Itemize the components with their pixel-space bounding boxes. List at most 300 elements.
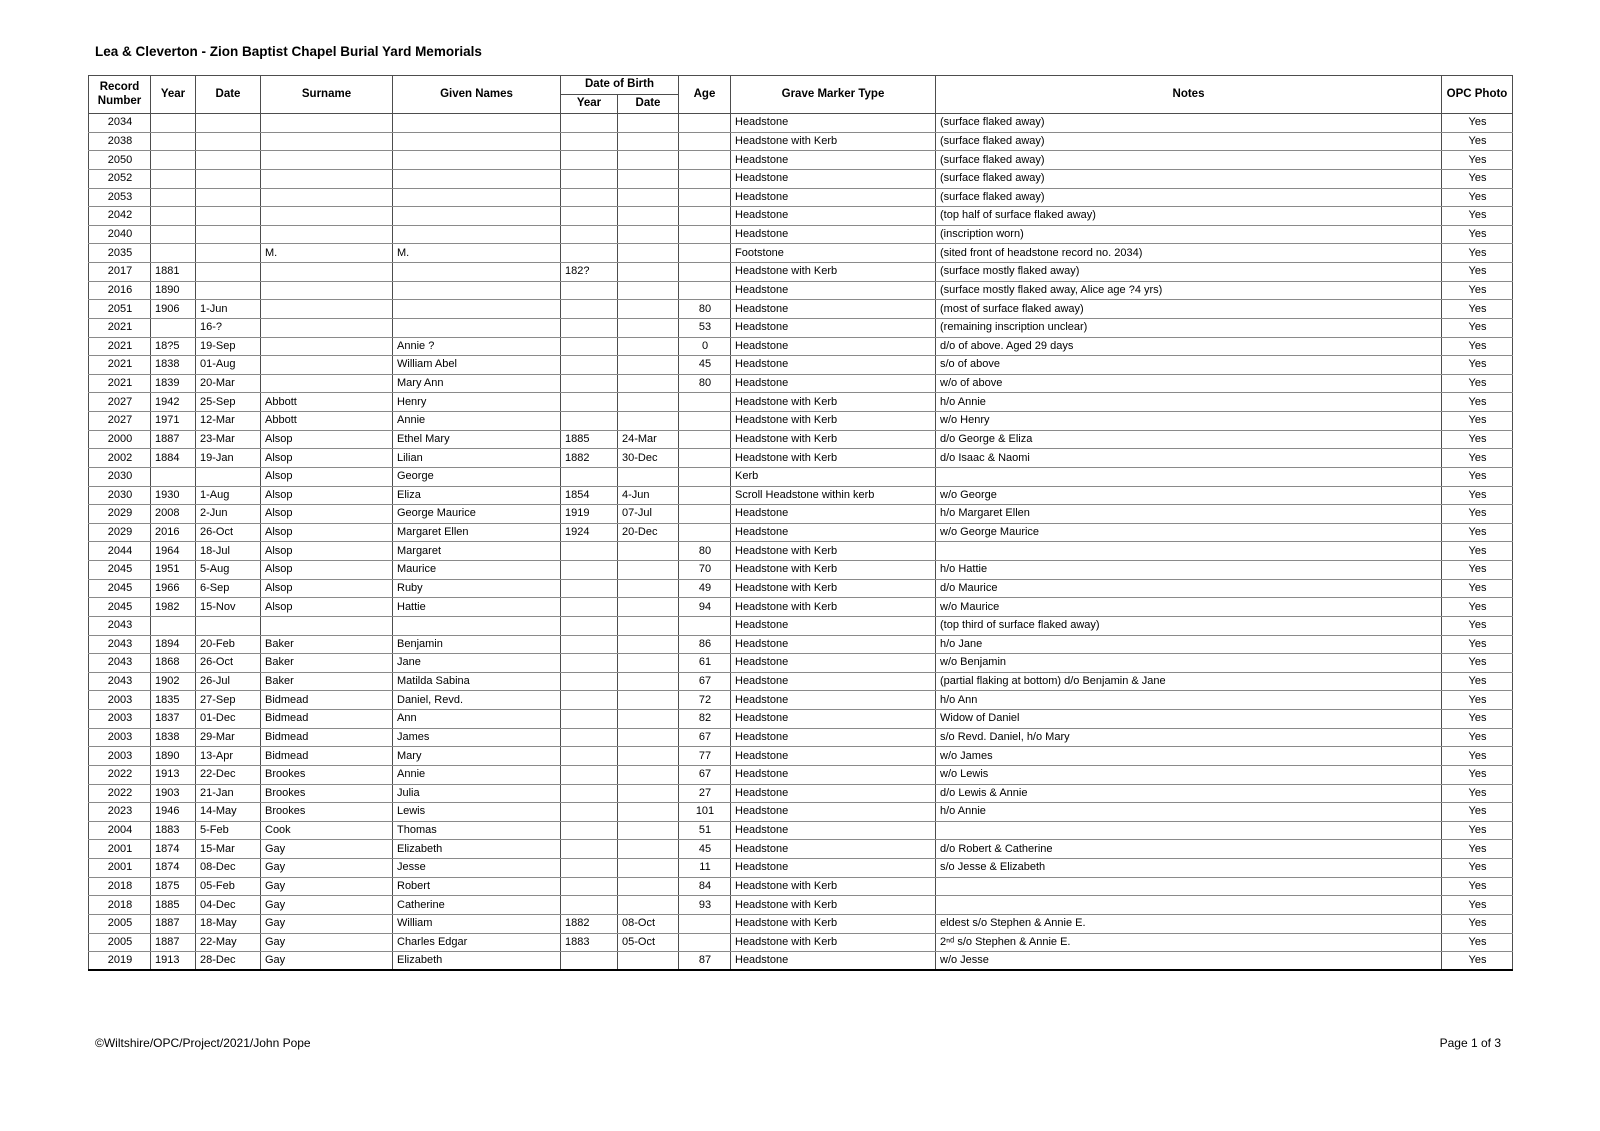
table-row bbox=[89, 952, 1513, 971]
cell-given-names: Benjamin bbox=[393, 635, 561, 654]
table-row bbox=[89, 374, 1513, 393]
cell-notes: (inscription worn) bbox=[936, 225, 1442, 244]
cell-dob-date bbox=[618, 318, 679, 337]
cell-age: 86 bbox=[679, 635, 731, 654]
cell-year: 1942 bbox=[151, 393, 196, 412]
table-row bbox=[89, 114, 1513, 133]
cell-date: 5-Feb bbox=[196, 821, 261, 840]
cell-year: 2008 bbox=[151, 505, 196, 524]
cell-age: 80 bbox=[679, 374, 731, 393]
cell-date: 27-Sep bbox=[196, 691, 261, 710]
cell-opc-photo: Yes bbox=[1442, 635, 1513, 654]
cell-date: 15-Mar bbox=[196, 840, 261, 859]
cell-grave-marker-type: Headstone bbox=[731, 952, 936, 971]
cell-opc-photo: Yes bbox=[1442, 840, 1513, 859]
header-age: Age bbox=[679, 76, 731, 114]
cell-dob-date bbox=[618, 747, 679, 766]
cell-dob-year bbox=[561, 747, 618, 766]
cell-dob-date: 05-Oct bbox=[618, 933, 679, 952]
table-row bbox=[89, 765, 1513, 784]
cell-record-number: 2016 bbox=[89, 281, 151, 300]
cell-date: 01-Aug bbox=[196, 356, 261, 375]
cell-dob-year bbox=[561, 114, 618, 133]
cell-date: 25-Sep bbox=[196, 393, 261, 412]
table-row bbox=[89, 337, 1513, 356]
cell-given-names: James bbox=[393, 728, 561, 747]
cell-date: 26-Oct bbox=[196, 523, 261, 542]
table-row bbox=[89, 914, 1513, 933]
cell-year: 1884 bbox=[151, 449, 196, 468]
cell-notes: (partial flaking at bottom) d/o Benjamin & Jane bbox=[936, 672, 1442, 691]
cell-age: 45 bbox=[679, 840, 731, 859]
cell-notes: eldest s/o Stephen & Annie E. bbox=[936, 914, 1442, 933]
cell-dob-date bbox=[618, 952, 679, 971]
cell-date: 1-Jun bbox=[196, 300, 261, 319]
cell-record-number: 2027 bbox=[89, 412, 151, 431]
cell-opc-photo: Yes bbox=[1442, 598, 1513, 617]
cell-age: 61 bbox=[679, 654, 731, 673]
cell-surname: M. bbox=[261, 244, 393, 263]
cell-surname bbox=[261, 151, 393, 170]
cell-grave-marker-type: Headstone bbox=[731, 616, 936, 635]
cell-opc-photo: Yes bbox=[1442, 691, 1513, 710]
cell-surname bbox=[261, 356, 393, 375]
cell-dob-year bbox=[561, 672, 618, 691]
cell-dob-date bbox=[618, 896, 679, 915]
cell-dob-date bbox=[618, 393, 679, 412]
cell-surname: Gay bbox=[261, 914, 393, 933]
cell-notes: (surface flaked away) bbox=[936, 132, 1442, 151]
cell-dob-year bbox=[561, 840, 618, 859]
table-row bbox=[89, 710, 1513, 729]
cell-dob-year bbox=[561, 635, 618, 654]
cell-age bbox=[679, 244, 731, 263]
cell-year bbox=[151, 151, 196, 170]
cell-date: 19-Sep bbox=[196, 337, 261, 356]
cell-age: 70 bbox=[679, 561, 731, 580]
cell-dob-year: 1883 bbox=[561, 933, 618, 952]
cell-surname: Bidmead bbox=[261, 728, 393, 747]
cell-record-number: 2018 bbox=[89, 896, 151, 915]
cell-opc-photo: Yes bbox=[1442, 579, 1513, 598]
memorials-table bbox=[88, 75, 1513, 971]
cell-grave-marker-type: Headstone bbox=[731, 505, 936, 524]
cell-dob-date bbox=[618, 672, 679, 691]
cell-age bbox=[679, 449, 731, 468]
header-surname: Surname bbox=[261, 76, 393, 114]
cell-grave-marker-type: Headstone bbox=[731, 169, 936, 188]
cell-record-number: 2044 bbox=[89, 542, 151, 561]
cell-surname bbox=[261, 225, 393, 244]
table-row bbox=[89, 430, 1513, 449]
cell-record-number: 2040 bbox=[89, 225, 151, 244]
cell-year bbox=[151, 616, 196, 635]
cell-record-number: 2034 bbox=[89, 114, 151, 133]
cell-grave-marker-type: Headstone with Kerb bbox=[731, 542, 936, 561]
cell-date: 22-May bbox=[196, 933, 261, 952]
cell-grave-marker-type: Headstone with Kerb bbox=[731, 896, 936, 915]
table-row bbox=[89, 784, 1513, 803]
cell-date: 2-Jun bbox=[196, 505, 261, 524]
cell-given-names: Robert bbox=[393, 877, 561, 896]
cell-age bbox=[679, 616, 731, 635]
cell-year: 1903 bbox=[151, 784, 196, 803]
cell-given-names: Maurice bbox=[393, 561, 561, 580]
cell-given-names bbox=[393, 281, 561, 300]
cell-age: 77 bbox=[679, 747, 731, 766]
table-row bbox=[89, 803, 1513, 822]
cell-dob-year bbox=[561, 765, 618, 784]
cell-age: 11 bbox=[679, 859, 731, 878]
cell-opc-photo: Yes bbox=[1442, 784, 1513, 803]
table-row bbox=[89, 318, 1513, 337]
cell-notes: h/o Annie bbox=[936, 393, 1442, 412]
cell-dob-date bbox=[618, 467, 679, 486]
cell-opc-photo: Yes bbox=[1442, 430, 1513, 449]
header-date-of-birth: Date of Birth bbox=[561, 76, 679, 95]
cell-date: 22-Dec bbox=[196, 765, 261, 784]
cell-given-names: Lilian bbox=[393, 449, 561, 468]
table-row bbox=[89, 151, 1513, 170]
cell-record-number: 2021 bbox=[89, 374, 151, 393]
cell-opc-photo: Yes bbox=[1442, 449, 1513, 468]
cell-dob-year bbox=[561, 207, 618, 226]
table-row bbox=[89, 132, 1513, 151]
cell-grave-marker-type: Headstone bbox=[731, 207, 936, 226]
cell-grave-marker-type: Headstone bbox=[731, 672, 936, 691]
cell-notes: w/o Henry bbox=[936, 412, 1442, 431]
cell-notes bbox=[936, 542, 1442, 561]
cell-surname: Alsop bbox=[261, 523, 393, 542]
cell-given-names bbox=[393, 188, 561, 207]
cell-surname: Alsop bbox=[261, 579, 393, 598]
cell-year: 1887 bbox=[151, 933, 196, 952]
cell-age bbox=[679, 467, 731, 486]
cell-age bbox=[679, 188, 731, 207]
cell-dob-date bbox=[618, 281, 679, 300]
cell-dob-year bbox=[561, 579, 618, 598]
table-row bbox=[89, 579, 1513, 598]
cell-opc-photo: Yes bbox=[1442, 151, 1513, 170]
cell-year bbox=[151, 225, 196, 244]
cell-record-number: 2000 bbox=[89, 430, 151, 449]
cell-year: 1839 bbox=[151, 374, 196, 393]
cell-age: 53 bbox=[679, 318, 731, 337]
cell-age bbox=[679, 132, 731, 151]
cell-given-names: Margaret Ellen bbox=[393, 523, 561, 542]
cell-notes: w/o Lewis bbox=[936, 765, 1442, 784]
cell-given-names bbox=[393, 132, 561, 151]
cell-notes: h/o Margaret Ellen bbox=[936, 505, 1442, 524]
cell-age: 67 bbox=[679, 765, 731, 784]
cell-surname bbox=[261, 374, 393, 393]
cell-dob-date bbox=[618, 859, 679, 878]
cell-opc-photo: Yes bbox=[1442, 896, 1513, 915]
cell-age: 49 bbox=[679, 579, 731, 598]
cell-record-number: 2030 bbox=[89, 486, 151, 505]
cell-date: 1-Aug bbox=[196, 486, 261, 505]
table-row bbox=[89, 412, 1513, 431]
cell-record-number: 2021 bbox=[89, 318, 151, 337]
cell-record-number: 2045 bbox=[89, 579, 151, 598]
cell-year: 1875 bbox=[151, 877, 196, 896]
cell-notes bbox=[936, 877, 1442, 896]
cell-opc-photo: Yes bbox=[1442, 821, 1513, 840]
cell-surname: Bidmead bbox=[261, 747, 393, 766]
cell-surname: Baker bbox=[261, 635, 393, 654]
cell-dob-year bbox=[561, 859, 618, 878]
cell-surname: Brookes bbox=[261, 784, 393, 803]
cell-notes: d/o Maurice bbox=[936, 579, 1442, 598]
cell-dob-year bbox=[561, 281, 618, 300]
cell-opc-photo: Yes bbox=[1442, 132, 1513, 151]
cell-dob-date bbox=[618, 616, 679, 635]
cell-given-names: Elizabeth bbox=[393, 952, 561, 971]
cell-dob-date bbox=[618, 542, 679, 561]
cell-year: 1838 bbox=[151, 728, 196, 747]
cell-notes: (surface flaked away) bbox=[936, 188, 1442, 207]
cell-notes: w/o Jesse bbox=[936, 952, 1442, 971]
cell-dob-date bbox=[618, 412, 679, 431]
cell-given-names: Annie ? bbox=[393, 337, 561, 356]
cell-notes: (surface mostly flaked away) bbox=[936, 263, 1442, 282]
cell-dob-date bbox=[618, 877, 679, 896]
cell-grave-marker-type: Headstone bbox=[731, 114, 936, 133]
cell-record-number: 2001 bbox=[89, 859, 151, 878]
cell-record-number: 2043 bbox=[89, 616, 151, 635]
cell-given-names: Ethel Mary bbox=[393, 430, 561, 449]
cell-surname: Alsop bbox=[261, 598, 393, 617]
cell-dob-year bbox=[561, 374, 618, 393]
cell-record-number: 2022 bbox=[89, 765, 151, 784]
cell-notes bbox=[936, 467, 1442, 486]
cell-grave-marker-type: Headstone bbox=[731, 356, 936, 375]
cell-dob-date bbox=[618, 374, 679, 393]
cell-year: 1887 bbox=[151, 914, 196, 933]
cell-dob-year bbox=[561, 561, 618, 580]
cell-given-names: William bbox=[393, 914, 561, 933]
cell-surname bbox=[261, 114, 393, 133]
cell-notes: h/o Annie bbox=[936, 803, 1442, 822]
cell-surname: Abbott bbox=[261, 393, 393, 412]
cell-year: 1887 bbox=[151, 430, 196, 449]
cell-given-names: Hattie bbox=[393, 598, 561, 617]
cell-year bbox=[151, 169, 196, 188]
cell-given-names: Margaret bbox=[393, 542, 561, 561]
cell-opc-photo: Yes bbox=[1442, 616, 1513, 635]
cell-dob-date: 24-Mar bbox=[618, 430, 679, 449]
cell-record-number: 2053 bbox=[89, 188, 151, 207]
cell-dob-year bbox=[561, 542, 618, 561]
cell-dob-date bbox=[618, 561, 679, 580]
cell-opc-photo: Yes bbox=[1442, 467, 1513, 486]
cell-opc-photo: Yes bbox=[1442, 523, 1513, 542]
table-row bbox=[89, 821, 1513, 840]
cell-surname bbox=[261, 169, 393, 188]
footer-page-number: Page 1 of 3 bbox=[1439, 1036, 1501, 1050]
cell-notes: Widow of Daniel bbox=[936, 710, 1442, 729]
cell-date: 21-Jan bbox=[196, 784, 261, 803]
cell-year: 1894 bbox=[151, 635, 196, 654]
cell-given-names: Ruby bbox=[393, 579, 561, 598]
cell-grave-marker-type: Headstone bbox=[731, 803, 936, 822]
cell-dob-date: 20-Dec bbox=[618, 523, 679, 542]
cell-given-names: Annie bbox=[393, 765, 561, 784]
cell-grave-marker-type: Headstone with Kerb bbox=[731, 132, 936, 151]
cell-record-number: 2003 bbox=[89, 747, 151, 766]
cell-dob-year bbox=[561, 132, 618, 151]
cell-opc-photo: Yes bbox=[1442, 263, 1513, 282]
cell-dob-year bbox=[561, 169, 618, 188]
cell-age: 101 bbox=[679, 803, 731, 822]
cell-given-names bbox=[393, 169, 561, 188]
cell-record-number: 2029 bbox=[89, 505, 151, 524]
cell-grave-marker-type: Headstone bbox=[731, 337, 936, 356]
cell-surname: Alsop bbox=[261, 449, 393, 468]
cell-dob-year: 1924 bbox=[561, 523, 618, 542]
cell-record-number: 2005 bbox=[89, 933, 151, 952]
cell-record-number: 2027 bbox=[89, 393, 151, 412]
cell-dob-year bbox=[561, 784, 618, 803]
cell-notes: w/o Maurice bbox=[936, 598, 1442, 617]
cell-year: 1868 bbox=[151, 654, 196, 673]
cell-age: 80 bbox=[679, 542, 731, 561]
cell-record-number: 2021 bbox=[89, 356, 151, 375]
cell-dob-year bbox=[561, 393, 618, 412]
cell-year: 1837 bbox=[151, 710, 196, 729]
cell-date: 08-Dec bbox=[196, 859, 261, 878]
cell-opc-photo: Yes bbox=[1442, 803, 1513, 822]
cell-age: 45 bbox=[679, 356, 731, 375]
cell-age bbox=[679, 114, 731, 133]
cell-dob-year bbox=[561, 244, 618, 263]
cell-dob-year bbox=[561, 821, 618, 840]
cell-record-number: 2045 bbox=[89, 561, 151, 580]
cell-surname: Gay bbox=[261, 840, 393, 859]
cell-date: 13-Apr bbox=[196, 747, 261, 766]
cell-age: 0 bbox=[679, 337, 731, 356]
cell-year: 1890 bbox=[151, 281, 196, 300]
cell-opc-photo: Yes bbox=[1442, 356, 1513, 375]
cell-year: 1881 bbox=[151, 263, 196, 282]
cell-opc-photo: Yes bbox=[1442, 188, 1513, 207]
cell-year: 1964 bbox=[151, 542, 196, 561]
cell-dob-date: 08-Oct bbox=[618, 914, 679, 933]
table-row bbox=[89, 747, 1513, 766]
cell-grave-marker-type: Headstone with Kerb bbox=[731, 263, 936, 282]
cell-year: 1835 bbox=[151, 691, 196, 710]
cell-date: 20-Mar bbox=[196, 374, 261, 393]
header-year: Year bbox=[151, 76, 196, 114]
cell-dob-date bbox=[618, 840, 679, 859]
cell-opc-photo: Yes bbox=[1442, 672, 1513, 691]
cell-dob-year bbox=[561, 300, 618, 319]
cell-opc-photo: Yes bbox=[1442, 561, 1513, 580]
cell-opc-photo: Yes bbox=[1442, 542, 1513, 561]
cell-grave-marker-type: Headstone with Kerb bbox=[731, 449, 936, 468]
cell-date bbox=[196, 151, 261, 170]
cell-surname bbox=[261, 263, 393, 282]
cell-given-names: Matilda Sabina bbox=[393, 672, 561, 691]
cell-given-names bbox=[393, 616, 561, 635]
table-row bbox=[89, 486, 1513, 505]
cell-dob-year bbox=[561, 691, 618, 710]
header-given-names: Given Names bbox=[393, 76, 561, 114]
table-row bbox=[89, 542, 1513, 561]
cell-dob-year bbox=[561, 728, 618, 747]
cell-dob-year bbox=[561, 467, 618, 486]
header-notes: Notes bbox=[936, 76, 1442, 114]
table-row bbox=[89, 933, 1513, 952]
cell-opc-photo: Yes bbox=[1442, 914, 1513, 933]
cell-opc-photo: Yes bbox=[1442, 225, 1513, 244]
table-row bbox=[89, 393, 1513, 412]
cell-dob-date bbox=[618, 225, 679, 244]
cell-surname: Alsop bbox=[261, 486, 393, 505]
cell-notes: h/o Hattie bbox=[936, 561, 1442, 580]
cell-date bbox=[196, 281, 261, 300]
cell-record-number: 2023 bbox=[89, 803, 151, 822]
cell-date: 18-May bbox=[196, 914, 261, 933]
cell-notes: s/o Revd. Daniel, h/o Mary bbox=[936, 728, 1442, 747]
cell-age: 84 bbox=[679, 877, 731, 896]
cell-opc-photo: Yes bbox=[1442, 244, 1513, 263]
cell-record-number: 2043 bbox=[89, 635, 151, 654]
cell-record-number: 2017 bbox=[89, 263, 151, 282]
cell-surname bbox=[261, 337, 393, 356]
cell-surname: Alsop bbox=[261, 505, 393, 524]
table-row bbox=[89, 728, 1513, 747]
cell-given-names bbox=[393, 151, 561, 170]
cell-record-number: 2003 bbox=[89, 691, 151, 710]
cell-dob-date bbox=[618, 151, 679, 170]
cell-given-names: Catherine bbox=[393, 896, 561, 915]
header-row-top bbox=[89, 76, 1513, 95]
cell-year: 1982 bbox=[151, 598, 196, 617]
cell-dob-year bbox=[561, 654, 618, 673]
cell-year: 1885 bbox=[151, 896, 196, 915]
cell-age: 27 bbox=[679, 784, 731, 803]
cell-given-names: George bbox=[393, 467, 561, 486]
cell-grave-marker-type: Headstone with Kerb bbox=[731, 412, 936, 431]
cell-notes: h/o Jane bbox=[936, 635, 1442, 654]
cell-notes: (remaining inscription unclear) bbox=[936, 318, 1442, 337]
cell-record-number: 2043 bbox=[89, 654, 151, 673]
cell-notes: (surface flaked away) bbox=[936, 169, 1442, 188]
cell-given-names: Charles Edgar bbox=[393, 933, 561, 952]
cell-notes: w/o Benjamin bbox=[936, 654, 1442, 673]
cell-opc-photo: Yes bbox=[1442, 207, 1513, 226]
header-record-number: Record Number bbox=[89, 76, 151, 114]
cell-opc-photo: Yes bbox=[1442, 393, 1513, 412]
cell-dob-year bbox=[561, 896, 618, 915]
cell-date bbox=[196, 207, 261, 226]
header-dob-date: Date bbox=[618, 95, 679, 114]
cell-given-names: William Abel bbox=[393, 356, 561, 375]
table-row bbox=[89, 691, 1513, 710]
cell-age: 67 bbox=[679, 672, 731, 691]
cell-year: 1838 bbox=[151, 356, 196, 375]
cell-age bbox=[679, 505, 731, 524]
cell-given-names: Mary Ann bbox=[393, 374, 561, 393]
cell-grave-marker-type: Headstone bbox=[731, 151, 936, 170]
cell-date: 19-Jan bbox=[196, 449, 261, 468]
cell-opc-photo: Yes bbox=[1442, 505, 1513, 524]
cell-date bbox=[196, 616, 261, 635]
cell-dob-year bbox=[561, 151, 618, 170]
cell-age: 82 bbox=[679, 710, 731, 729]
cell-dob-date bbox=[618, 598, 679, 617]
